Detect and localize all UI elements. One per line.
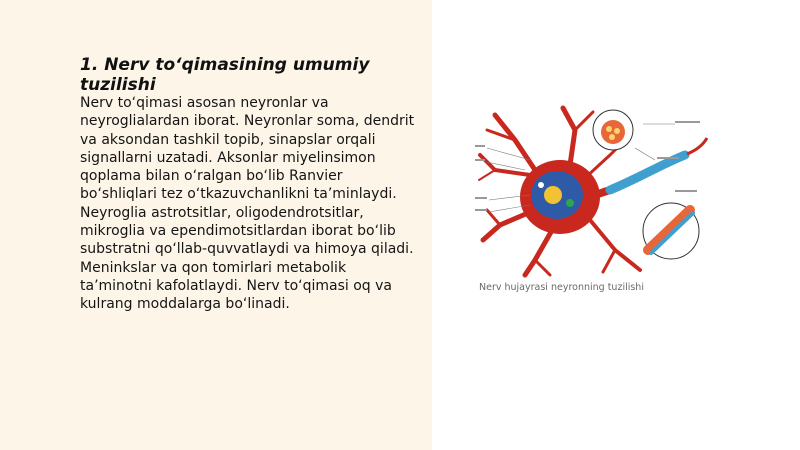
figure-caption: Nerv hujayrasi neyronning tuzilishi bbox=[479, 282, 644, 293]
slide-body-text: Nerv to‘qimasi asosan neyronlar va neyroglialardan iborat. Neyronlar soma, dendrit va aksondan tashkil topib, sinapslar orqali signallarni uzatadi. Aksonlar miyelinsimon qoplama bilan o‘ralgan bo‘lib Ranvier bo‘shliqlari tez o‘tkazuvchanlikni ta’minlaydi. Neyroglia astrotsitlar, oligodendrotsitlar, mikroglia va ependimotsitlardan iborat bo‘lib substratni qo‘llab-quvvatlaydi va himoya qiladi. Meninkslar va qon tomirlari metabolik ta’minotni kafolatlaydi. Nerv to‘qimasi oq va kulrang moddalarga bo‘linadi. bbox=[80, 95, 415, 313]
neuron-illustration bbox=[475, 100, 710, 280]
slide-title: 1. Nerv to‘qimasining umumiy tuzilishi bbox=[80, 55, 370, 95]
neuron-diagram bbox=[475, 100, 710, 280]
nucleolus bbox=[544, 186, 562, 204]
axon-myelin bbox=[610, 155, 685, 190]
